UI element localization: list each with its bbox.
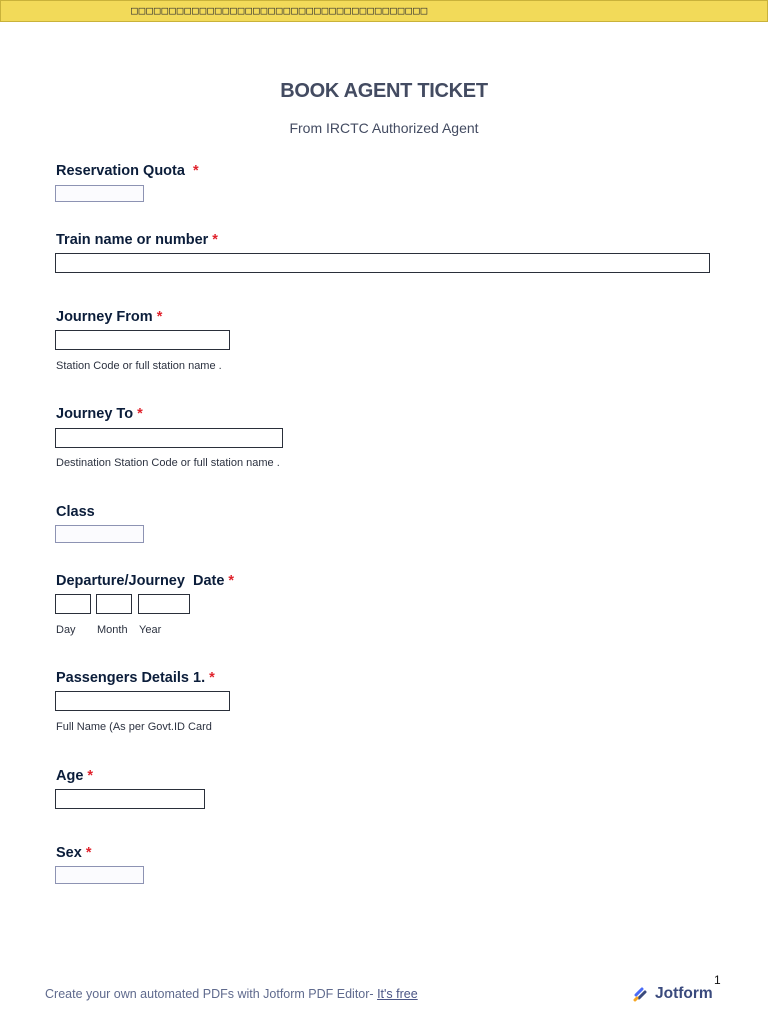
jotform-logo-icon bbox=[633, 986, 649, 1002]
age-input[interactable] bbox=[55, 789, 205, 809]
journey-to-label: Journey To * bbox=[56, 406, 143, 422]
journey-from-hint: Station Code or full station name . bbox=[56, 360, 222, 372]
date-year-input[interactable] bbox=[138, 594, 190, 614]
date-day-input[interactable] bbox=[55, 594, 91, 614]
year-sublabel: Year bbox=[139, 624, 162, 636]
jotform-logo[interactable] bbox=[633, 985, 713, 1003]
required-mark: * bbox=[85, 845, 92, 861]
age-label: Age * bbox=[56, 768, 94, 784]
reservation-quota-select[interactable] bbox=[55, 185, 144, 202]
reservation-quota-label: Reservation Quota * bbox=[56, 163, 199, 179]
passenger-hint: Full Name (As per Govt.ID Card bbox=[56, 721, 212, 733]
class-select[interactable] bbox=[55, 525, 144, 543]
form-subtitle: From IRCTC Authorized Agent bbox=[289, 120, 479, 136]
train-label: Train name or number * bbox=[56, 232, 218, 248]
required-mark: * bbox=[156, 309, 163, 325]
required-mark: * bbox=[228, 573, 235, 589]
journey-to-input[interactable] bbox=[55, 428, 283, 448]
departure-date-label: Departure/Journey Date * bbox=[56, 573, 235, 589]
banner-text: □□□□□□□□□□□□□□□□□□□□□□□□□□□□□□□□□□□□□□□ bbox=[131, 4, 429, 17]
journey-to-hint: Destination Station Code or full station name . bbox=[56, 457, 280, 469]
train-input[interactable] bbox=[55, 253, 710, 273]
notice-banner bbox=[0, 0, 768, 22]
required-mark: * bbox=[212, 232, 218, 248]
passenger-label: Passengers Details 1. * bbox=[56, 670, 215, 686]
required-mark: * bbox=[209, 670, 215, 686]
sex-select[interactable] bbox=[55, 866, 144, 884]
page-number: 1 bbox=[714, 973, 721, 987]
form-title: BOOK AGENT TICKET bbox=[280, 80, 488, 102]
passenger-name-input[interactable] bbox=[55, 691, 230, 711]
day-sublabel: Day bbox=[56, 624, 76, 636]
jotform-logo-text: Jotform bbox=[655, 985, 713, 1002]
required-mark: * bbox=[192, 163, 199, 179]
journey-from-label: Journey From * bbox=[56, 309, 163, 325]
footer-promo: Create your own automated PDFs with Jotform PDF Editor- It's free bbox=[45, 987, 418, 1001]
its-free-link[interactable]: It's free bbox=[377, 987, 418, 1001]
required-mark: * bbox=[87, 768, 94, 784]
sex-label: Sex * bbox=[56, 845, 92, 861]
month-sublabel: Month bbox=[97, 624, 128, 636]
class-label: Class bbox=[56, 504, 95, 520]
date-month-input[interactable] bbox=[96, 594, 132, 614]
journey-from-input[interactable] bbox=[55, 330, 230, 350]
required-mark: * bbox=[137, 406, 143, 422]
